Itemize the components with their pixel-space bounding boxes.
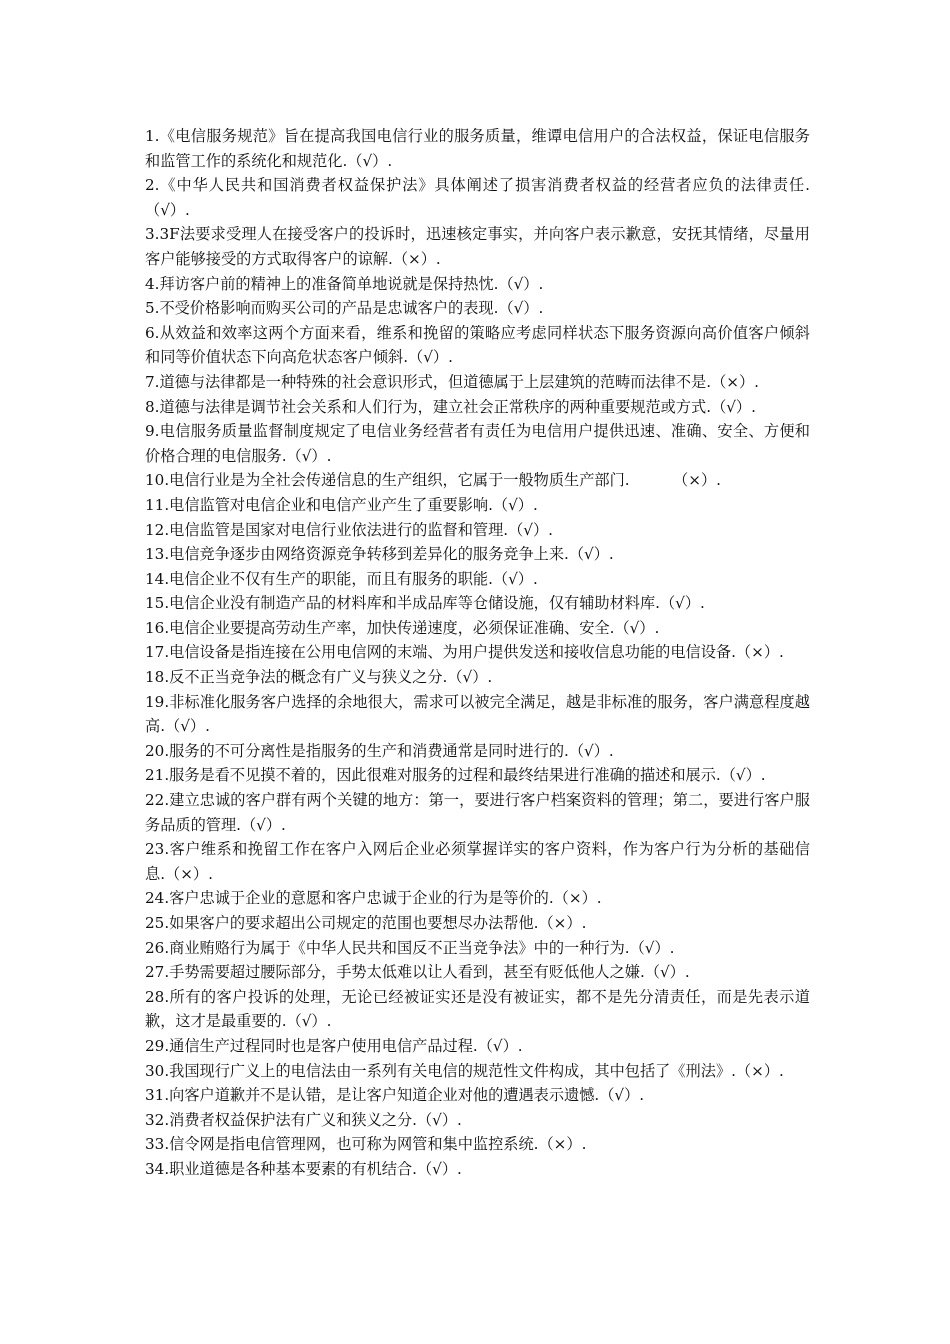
- list-item: 32.消费者权益保护法有广义和狭义之分.（√）.: [145, 1110, 462, 1129]
- list-item: 23.客户维系和挽留工作在客户入网后企业必须掌握详实的客户资料，作为客户行为分析的基础信息.（×）.: [145, 840, 810, 883]
- list-item: 7.道德与法律都是一种特殊的社会意识形式，但道德属于上层建筑的范畴而法律不是.（×）.: [145, 372, 759, 391]
- list-item: 14.电信企业不仅有生产的职能，而且有服务的职能.（√）.: [145, 569, 538, 588]
- list-item: 12.电信监管是国家对电信行业依法进行的监督和管理.（√）.: [145, 520, 553, 539]
- list-item: 10.电信行业是为全社会传递信息的生产组织，它属于一般物质生产部门. （×）.: [145, 471, 721, 490]
- list-item: 21.服务是看不见摸不着的，因此很难对服务的过程和最终结果进行准确的描述和展示.（√）.: [145, 766, 766, 785]
- list-item: 15.电信企业没有制造产品的材料库和半成品库等仓储设施，仅有辅助材料库.（√）.: [145, 594, 705, 613]
- list-item: 17.电信设备是指连接在公用电信网的末端、为用户提供发送和接收信息功能的电信设备.（×）.: [145, 643, 784, 662]
- list-item: 9.电信服务质量监督制度规定了电信业务经营者有责任为电信用户提供迅速、准确、安全、方便和价格合理的电信服务.（√）.: [145, 422, 810, 465]
- list-item: 29.通信生产过程同时也是客户使用电信产品过程.（√）.: [145, 1036, 523, 1055]
- list-item: 6.从效益和效率这两个方面来看，维系和挽留的策略应考虑同样状态下服务资源向高价值客户倾斜和同等价值状态下向高危状态客户倾斜.（√）.: [145, 323, 810, 367]
- list-item: 34.职业道德是各种基本要素的有机结合.（√）.: [145, 1159, 462, 1178]
- question-list: [145, 124, 810, 1182]
- list-item: 8.道德与法律是调节社会关系和人们行为，建立社会正常秩序的两种重要规范或方式.（√）.: [145, 397, 756, 416]
- list-item: 20.服务的不可分离性是指服务的生产和消费通常是同时进行的.（√）.: [145, 741, 614, 760]
- list-item: 3.3F法要求受理人在接受客户的投诉时，迅速核定事实，并向客户表示歉意，安抚其情绪，尽量用客户能够接受的方式取得客户的谅解.（×）.: [145, 225, 810, 268]
- list-item: 25.如果客户的要求超出公司规定的范围也要想尽办法帮他.（×）.: [145, 914, 587, 932]
- list-item: 11.电信监管对电信企业和电信产业产生了重要影响.（√）.: [145, 495, 538, 514]
- list-item: 31.向客户道歉并不是认错，是让客户知道企业对他的遭遇表示遗憾.（√）.: [145, 1086, 645, 1105]
- list-item: 19.非标准化服务客户选择的余地很大，需求可以被完全满足，越是非标准的服务，客户满意程度越高.（√）.: [145, 692, 810, 736]
- list-item: 13.电信竞争逐步由网络资源竞争转移到差异化的服务竞争上来.（√）.: [145, 545, 614, 564]
- list-item: 2.《中华人民共和国消费者权益保护法》具体阐述了损害消费者权益的经营者应负的法律责任.（√）.: [145, 176, 810, 219]
- list-item: 26.商业贿赂行为属于《中华人民共和国反不正当竞争法》中的一种行为.（√）.: [145, 938, 675, 957]
- list-item: 18.反不正当竞争法的概念有广义与狭义之分.（√）.: [145, 668, 493, 687]
- list-item: 28.所有的客户投诉的处理，无论已经被证实还是没有被证实，都不是先分清责任，而是先表示道歉，这才是最重要的.（√）.: [145, 987, 810, 1031]
- list-item: 22.建立忠诚的客户群有两个关键的地方：第一，要进行客户档案资料的管理；第二，要进行客户服务品质的管理.（√）.: [145, 791, 810, 834]
- list-item: 16.电信企业要提高劳动生产率，加快传递速度，必须保证准确、安全.（√）.: [145, 618, 660, 637]
- list-item: 24.客户忠诚于企业的意愿和客户忠诚于企业的行为是等价的.（×）.: [145, 889, 602, 908]
- list-item: 33.信令网是指电信管理网，也可称为网管和集中监控系统.（×）.: [145, 1135, 587, 1154]
- list-item: 4.拜访客户前的精神上的准备简单地说就是保持热忱.（√）.: [145, 274, 544, 293]
- list-item: 30.我国现行广义上的电信法由一系列有关电信的规范性文件构成，其中包括了《刑法》.（×）.: [145, 1061, 784, 1080]
- list-item: 1.《电信服务规范》旨在提高我国电信行业的服务质量，维谭电信用户的合法权益，保证电信服务和监管工作的系统化和规范化.（√）.: [145, 127, 810, 170]
- list-item: 5.不受价格影响而购买公司的产品是忠诚客户的表现.（√）.: [145, 299, 544, 318]
- list-item: 27.手势需要超过腰际部分，手势太低难以让人看到，甚至有贬低他人之嫌.（√）.: [145, 963, 690, 982]
